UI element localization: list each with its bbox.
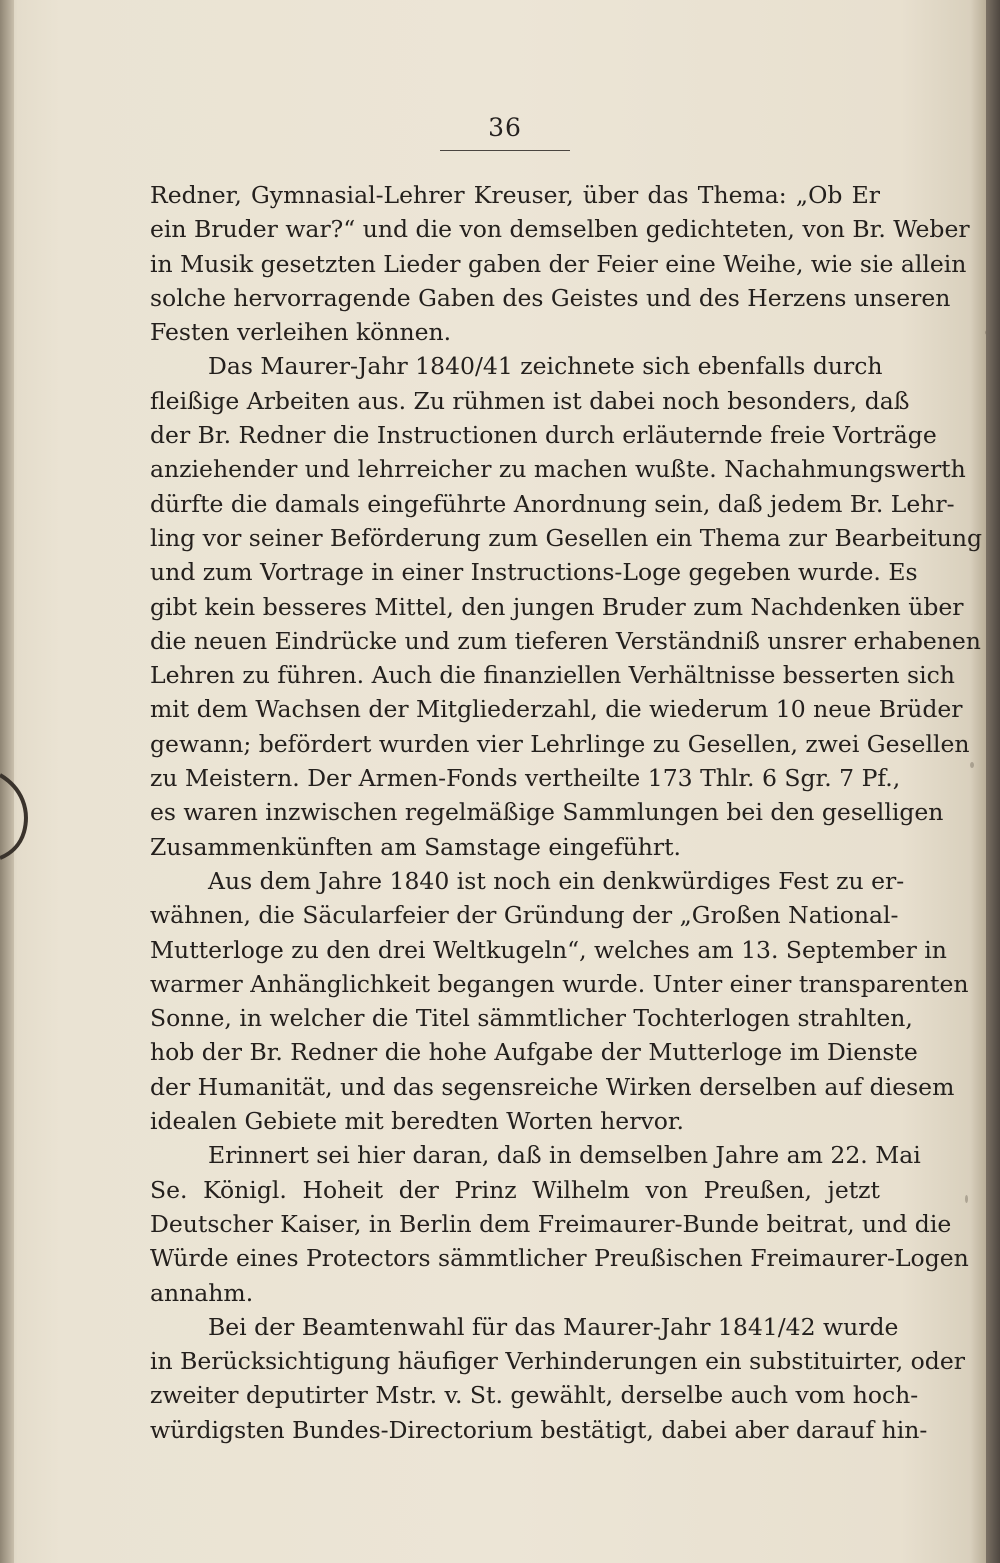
- paper-speck: [970, 762, 974, 768]
- text-line: wähnen, die Säcularfeier der Gründung der „Großen National-: [150, 901, 899, 930]
- text-line: mit dem Wachsen der Mitgliederzahl, die wiederum 10 neue Brüder: [150, 695, 963, 724]
- text-line: gewann; befördert wurden vier Lehrlinge zu Gesellen, zwei Gesellen: [150, 729, 970, 758]
- text-line: gibt kein besseres Mittel, den jungen Bruder zum Nachdenken über: [150, 592, 964, 621]
- text-line: idealen Gebiete mit beredten Worten hervor.: [150, 1107, 684, 1136]
- page-number: 36: [488, 113, 522, 142]
- text-line: zweiter deputirter Mstr. v. St. gewählt, derselbe auch vom hoch-: [150, 1381, 919, 1410]
- body-text: [150, 178, 983, 1447]
- text-line: hob der Br. Redner die hohe Aufgabe der Mutterloge im Dienste: [150, 1038, 918, 1067]
- text-line: der Humanität, und das segensreiche Wirken derselben auf diesem: [150, 1072, 955, 1101]
- text-line: Lehren zu führen. Auch die finanziellen Verhältnisse besserten sich: [150, 661, 955, 690]
- text-line: ling vor seiner Beförderung zum Gesellen ein Thema zur Bearbeitung: [150, 523, 983, 552]
- text-line: Erinnert sei hier daran, daß in demselben Jahre am 22. Mai: [208, 1141, 921, 1170]
- text-line: warmer Anhänglichkeit begangen wurde. Unter einer transparenten: [150, 969, 969, 998]
- text-line: Festen verleihen können.: [150, 318, 452, 347]
- text-line: solche hervorragende Gaben des Geistes und des Herzens unseren: [150, 283, 951, 312]
- text-line: und zum Vortrage in einer Instructions-Loge gegeben wurde. Es: [150, 558, 918, 587]
- page-number-rule: [440, 150, 570, 151]
- text-line: Würde eines Protectors sämmtlicher Preußischen Freimaurer-Logen: [150, 1244, 969, 1273]
- text-line: anziehender und lehrreicher zu machen wußte. Nachahmungswerth: [150, 455, 966, 484]
- text-line: in Berücksichtigung häufiger Verhinderungen ein substituirter, oder: [150, 1347, 965, 1376]
- page-clip-mark: [0, 770, 30, 860]
- text-line: annahm.: [150, 1278, 254, 1307]
- text-line: fleißige Arbeiten aus. Zu rühmen ist dabei noch besonders, daß: [150, 386, 910, 415]
- text-line: Das Maurer-Jahr 1840/41 zeichnete sich ebenfalls durch: [208, 352, 883, 381]
- text-line: Aus dem Jahre 1840 ist noch ein denkwürdiges Fest zu er-: [208, 866, 905, 895]
- text-line: Sonne, in welcher die Titel sämmtlicher Tochterlogen strahlten,: [150, 1004, 913, 1033]
- text-line: der Br. Redner die Instructionen durch erläuternde freie Vorträge: [150, 421, 937, 450]
- text-line: Deutscher Kaiser, in Berlin dem Freimaurer-Bunde beitrat, und die: [150, 1209, 952, 1238]
- text-line: Redner, Gymnasial-Lehrer Kreuser, über das Thema: „Ob Er: [150, 181, 880, 209]
- text-line: in Musik gesetzten Lieder gaben der Feier eine Weihe, wie sie allein: [150, 249, 967, 278]
- text-line: würdigsten Bundes-Directorium bestätigt, dabei aber darauf hin-: [150, 1415, 928, 1444]
- text-line: zu Meistern. Der Armen-Fonds vertheilte 173 Thlr. 6 Sgr. 7 Pf.,: [150, 764, 901, 793]
- text-line: Mutterloge zu den drei Weltkugeln“, welches am 13. September in: [150, 935, 947, 964]
- text-line: die neuen Eindrücke und zum tieferen Verständniß unsrer erhabenen: [150, 626, 981, 655]
- text-line: Se. Königl. Hoheit der Prinz Wilhelm von Preußen, jetzt: [150, 1175, 880, 1204]
- text-line: dürfte die damals eingeführte Anordnung sein, daß jedem Br. Lehr-: [150, 489, 955, 518]
- text-line: Zusammenkünften am Samstage eingeführt.: [150, 832, 682, 861]
- text-line: Bei der Beamtenwahl für das Maurer-Jahr 1841/42 wurde: [208, 1312, 899, 1341]
- book-edge: [986, 0, 1000, 1563]
- text-line: ein Bruder war?“ und die von demselben gedichteten, von Br. Weber: [150, 215, 970, 244]
- paper-speck: [965, 1195, 968, 1203]
- text-line: es waren inzwischen regelmäßige Sammlungen bei den geselligen: [150, 798, 944, 827]
